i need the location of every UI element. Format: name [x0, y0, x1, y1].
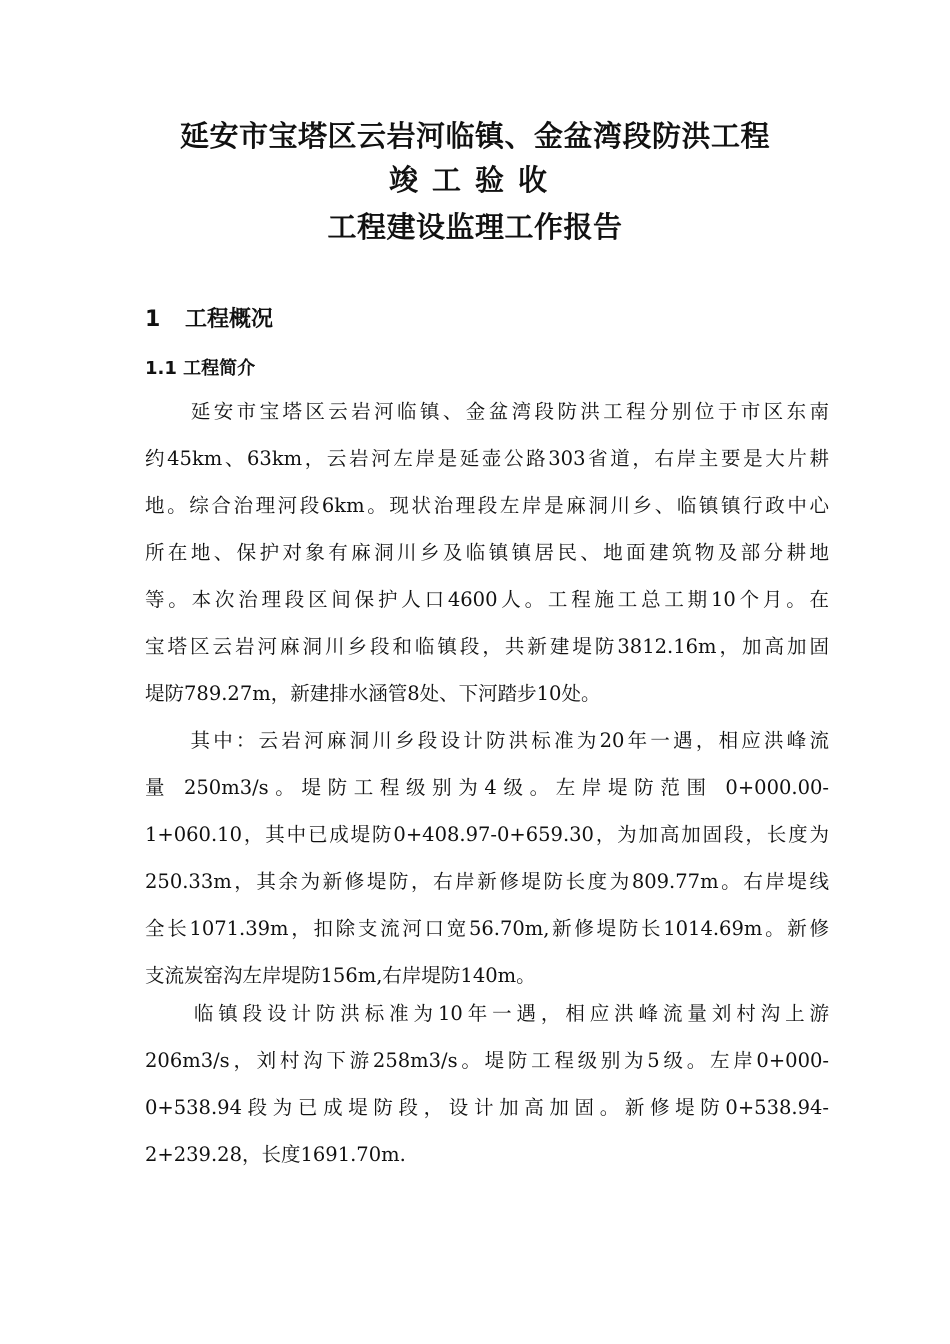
paragraph-line: 临镇段设计防洪标准为10年一遇，相应洪峰流量刘村沟上游 — [145, 1002, 829, 1025]
document-title-line3: 工程建设监理工作报告 — [327, 210, 623, 244]
paragraph-line: 量 250m3/s。堤防工程级别为4级。左岸堤防范围 0+000.00- — [145, 776, 829, 799]
paragraph-line: 约45km、63km，云岩河左岸是延壶公路303省道，右岸主要是大片耕 — [145, 447, 829, 470]
paragraph-madongchuan — [145, 717, 829, 999]
paragraph-line: 宝塔区云岩河麻洞川乡段和临镇段，共新建堤防3812.16m，加高加固 — [145, 635, 829, 658]
paragraph-line: 0+538.94段为已成堤防段，设计加高加固。新修堤防0+538.94- — [145, 1096, 829, 1119]
section-1-title: 工程概况 — [185, 307, 274, 332]
section-1-1-heading: 1.1 工程简介 — [145, 358, 256, 379]
paragraph-line: 全长1071.39m，扣除支流河口宽56.70m,新修堤防长1014.69m。新修 — [145, 917, 829, 940]
paragraph-line: 等。本次治理段区间保护人口4600人。工程施工总工期10个月。在 — [145, 588, 829, 611]
document-title-line2: 竣工验收 — [388, 163, 561, 197]
paragraph-line: 1+060.10，其中已成堤防0+408.97-0+659.30，为加高加固段，长度为 — [145, 823, 829, 846]
paragraph-line: 所在地、保护对象有麻洞川乡及临镇镇居民、地面建筑物及部分耕地 — [145, 541, 829, 564]
paragraph-linzhen — [145, 990, 829, 1178]
paragraph-line: 延安市宝塔区云岩河临镇、金盆湾段防洪工程分别位于市区东南 — [145, 400, 829, 423]
section-1-number: 1 — [145, 307, 161, 332]
paragraph-line: 250.33m，其余为新修堤防，右岸新修堤防长度为809.77m。右岸堤线 — [145, 870, 829, 893]
section-1-heading — [145, 302, 273, 333]
paragraph-line: 2+239.28，长度1691.70m. — [145, 1143, 406, 1166]
paragraph-line: 地。综合治理河段6km。现状治理段左岸是麻洞川乡、临镇镇行政中心 — [145, 494, 829, 517]
paragraph-line: 其中：云岩河麻洞川乡段设计防洪标准为20年一遇，相应洪峰流 — [145, 729, 829, 752]
paragraph-line: 支流炭窑沟左岸堤防156m,右岸堤防140m。 — [145, 964, 536, 987]
paragraph-intro — [145, 388, 829, 717]
paragraph-line: 堤防789.27m，新建排水涵管8处、下河踏步10处。 — [145, 682, 601, 705]
paragraph-line: 206m3/s，刘村沟下游258m3/s。堤防工程级别为5级。左岸0+000- — [145, 1049, 829, 1072]
document-title-line1: 延安市宝塔区云岩河临镇、金盆湾段防洪工程 — [179, 119, 770, 153]
